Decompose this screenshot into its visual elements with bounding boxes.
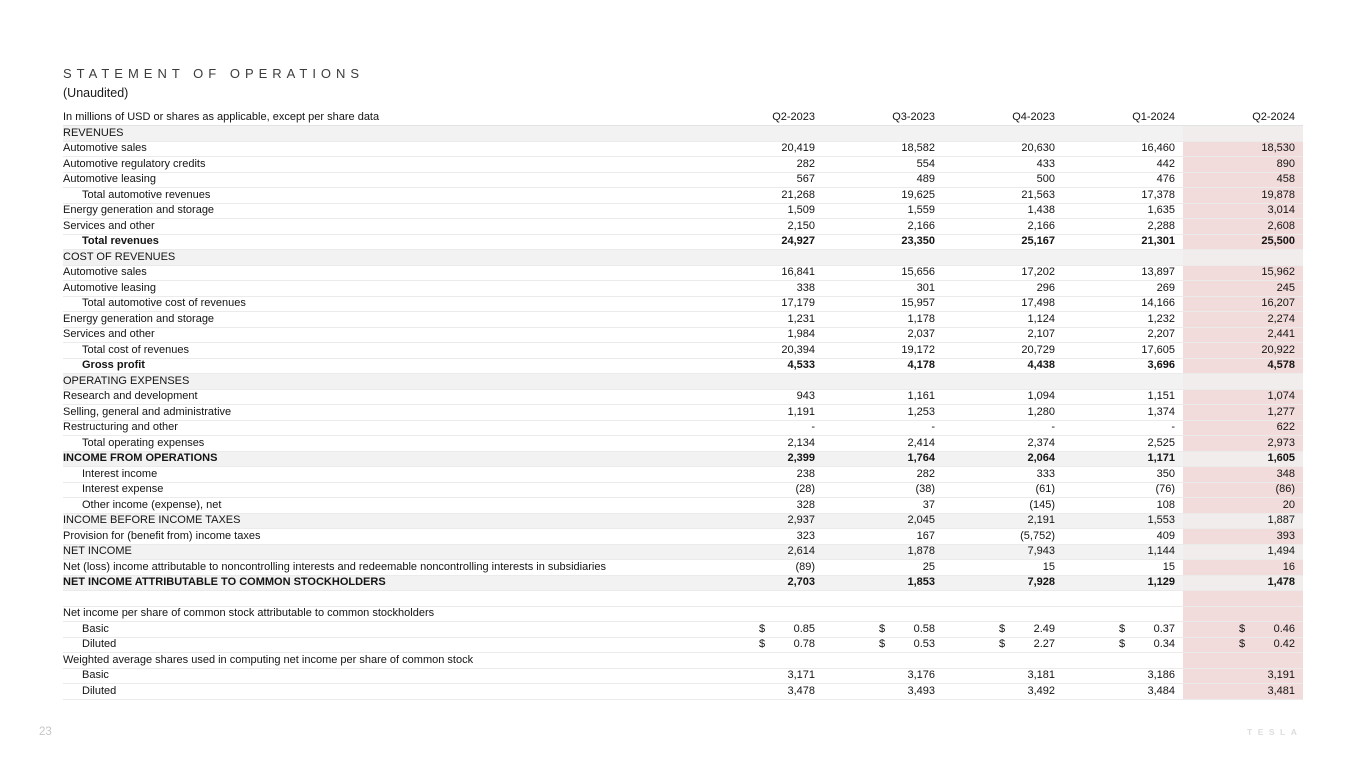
value-cell: -: [1051, 421, 1055, 434]
value-cell: $ 0.46: [1183, 622, 1303, 637]
value-cell: 500: [1036, 173, 1055, 186]
value-cell: 16,460: [1141, 142, 1175, 155]
table-row: [63, 576, 1303, 592]
value-cell: 17,202: [1021, 266, 1055, 279]
table-row: [63, 204, 1303, 220]
value-cell: (61): [1035, 483, 1055, 496]
value-cell: 20,419: [781, 142, 815, 155]
value-cell: 1,277: [1183, 405, 1303, 420]
value-cell: 1,438: [1027, 204, 1055, 217]
value-cell: 2,107: [1027, 328, 1055, 341]
value-cell: 1,151: [1147, 390, 1175, 403]
value-cell: 3,014: [1183, 204, 1303, 219]
row-label: Interest expense: [82, 483, 164, 496]
dollar-sign: $: [1239, 622, 1246, 635]
table-row: [63, 405, 1303, 421]
value-cell: [703, 126, 823, 141]
value-cell: (86): [1183, 483, 1303, 498]
table-row: [63, 343, 1303, 359]
row-label: REVENUES: [63, 126, 124, 139]
table-row: [63, 142, 1303, 158]
value-cell: 1,124: [1027, 312, 1055, 325]
value-cell: 554: [916, 157, 935, 170]
value-cell: [823, 653, 943, 668]
value-cell: 23,350: [901, 235, 935, 248]
page-subtitle: (Unaudited): [63, 86, 129, 100]
table-row: [63, 219, 1303, 235]
value-cell: 458: [1183, 173, 1303, 188]
value-cell: 269: [1156, 281, 1175, 294]
value-cell: 4,533: [787, 359, 815, 372]
row-label: Automotive leasing: [63, 281, 156, 294]
value-cell: [1183, 591, 1303, 606]
statement-table: [63, 110, 1303, 700]
value-cell: 2,973: [1183, 436, 1303, 451]
value-cell: 433: [1036, 157, 1055, 170]
value-cell: 37: [922, 498, 935, 511]
value-cell: [1183, 607, 1303, 622]
value-cell: 348: [1183, 467, 1303, 482]
value-cell: $ 0.42: [1183, 638, 1303, 653]
value-cell: 2,045: [907, 514, 935, 527]
dollar-sign: $: [879, 622, 886, 635]
row-label: Restructuring and other: [63, 421, 178, 434]
value-cell: 2,608: [1183, 219, 1303, 234]
value-cell: 1,605: [1183, 452, 1303, 467]
value-cell: (28): [795, 483, 815, 496]
value-cell: 1,984: [787, 328, 815, 341]
value-cell: 328: [796, 498, 815, 511]
page-title: STATEMENT OF OPERATIONS: [63, 66, 365, 81]
value-cell: 1,178: [907, 312, 935, 325]
value-cell: 21,563: [1021, 188, 1055, 201]
value-cell: -: [1171, 421, 1175, 434]
value-cell: 15,656: [901, 266, 935, 279]
row-label: INCOME FROM OPERATIONS: [63, 452, 218, 465]
value-cell: 15: [1162, 560, 1175, 573]
table-row: [63, 452, 1303, 468]
value-cell: [943, 653, 1063, 668]
table-row: [63, 173, 1303, 189]
value-cell: 1,478: [1183, 576, 1303, 591]
value-cell: 282: [796, 157, 815, 170]
dollar-sign: $: [1119, 638, 1126, 651]
value-cell: 15,962: [1183, 266, 1303, 281]
table-row: [63, 467, 1303, 483]
table-row: [63, 684, 1303, 700]
row-label: Total cost of revenues: [82, 343, 190, 356]
value-cell: [1183, 653, 1303, 668]
value-cell: 4,578: [1183, 359, 1303, 374]
value-cell: [823, 607, 943, 622]
value-cell: 1,280: [1027, 405, 1055, 418]
value-cell: 2,166: [1027, 219, 1055, 232]
value-cell: $ 0.78: [759, 638, 815, 651]
value-cell: 3,481: [1183, 684, 1303, 699]
value-cell: 2,274: [1183, 312, 1303, 327]
value-cell: 238: [796, 467, 815, 480]
value-cell: -: [931, 421, 935, 434]
row-label: Automotive leasing: [63, 173, 156, 186]
row-label: Automotive regulatory credits: [63, 157, 206, 170]
row-label: Basic: [82, 622, 109, 635]
value-cell: 7,943: [1027, 545, 1055, 558]
value-cell: 2,037: [907, 328, 935, 341]
value-cell: $ 2.27: [999, 638, 1055, 651]
value-cell: 2,441: [1183, 328, 1303, 343]
value-cell: 24,927: [781, 235, 815, 248]
value-cell: 1,494: [1183, 545, 1303, 560]
row-label: Diluted: [82, 638, 117, 651]
value-cell: 489: [916, 173, 935, 186]
row-label: OPERATING EXPENSES: [63, 374, 190, 387]
value-cell: -: [811, 421, 815, 434]
table-body: [63, 126, 1303, 700]
value-cell: [1183, 250, 1303, 265]
value-cell: 1,509: [787, 204, 815, 217]
value-cell: 3,492: [1027, 684, 1055, 697]
table-row: [63, 638, 1303, 654]
value-cell: 17,378: [1141, 188, 1175, 201]
value-cell: [943, 250, 1063, 265]
page-number: 23: [39, 726, 52, 738]
value-cell: 1,853: [907, 576, 935, 589]
value-cell: $ 2.49: [999, 622, 1055, 635]
dollar-sign: $: [759, 638, 766, 651]
value-cell: [703, 250, 823, 265]
row-label: Selling, general and administrative: [63, 405, 232, 418]
value-cell: 1,635: [1147, 204, 1175, 217]
value-cell: 167: [916, 529, 935, 542]
value-cell: 14,166: [1141, 297, 1175, 310]
table-row: [63, 250, 1303, 266]
value-cell: 3,484: [1147, 684, 1175, 697]
value-cell: 20: [1183, 498, 1303, 513]
value-cell: [943, 591, 1063, 606]
value-cell: 301: [916, 281, 935, 294]
tesla-logo: TESLA: [1247, 727, 1303, 737]
value-cell: 2,134: [787, 436, 815, 449]
value-cell: 1,553: [1147, 514, 1175, 527]
value-cell: 338: [796, 281, 815, 294]
value-cell: 3,171: [787, 669, 815, 682]
row-label: Total automotive cost of revenues: [82, 297, 246, 310]
row-label: Other income (expense), net: [82, 498, 222, 511]
value-cell: 19,172: [901, 343, 935, 356]
value-cell: 4,438: [1027, 359, 1055, 372]
value-cell: 2,166: [907, 219, 935, 232]
value-cell: (5,752): [1020, 529, 1055, 542]
row-label: Total revenues: [82, 235, 159, 248]
table-row: [63, 390, 1303, 406]
value-cell: 333: [1036, 467, 1055, 480]
table-row: [63, 312, 1303, 328]
value-cell: 1,191: [787, 405, 815, 418]
value-cell: 1,887: [1183, 514, 1303, 529]
dollar-sign: $: [1239, 638, 1246, 651]
value-cell: 16,207: [1183, 297, 1303, 312]
value-cell: 1,559: [907, 204, 935, 217]
value-cell: 1,129: [1147, 576, 1175, 589]
value-cell: 2,150: [787, 219, 815, 232]
unit-note: In millions of USD or shares as applicable, except per share data: [63, 111, 380, 123]
value-cell: [943, 126, 1063, 141]
table-row: [63, 545, 1303, 561]
value-cell: [823, 374, 943, 389]
value-cell: 296: [1036, 281, 1055, 294]
value-cell: [703, 607, 823, 622]
value-cell: 20,394: [781, 343, 815, 356]
table-row: [63, 157, 1303, 173]
value-cell: 17,179: [781, 297, 815, 310]
value-cell: 17,498: [1021, 297, 1055, 310]
value-cell: 1,161: [907, 390, 935, 403]
value-cell: 2,288: [1147, 219, 1175, 232]
value-cell: [823, 591, 943, 606]
dollar-sign: $: [759, 622, 766, 635]
value-cell: 19,625: [901, 188, 935, 201]
value-cell: 3,696: [1147, 359, 1175, 372]
table-row: [63, 622, 1303, 638]
value-cell: 2,064: [1027, 452, 1055, 465]
value-cell: 3,176: [907, 669, 935, 682]
value-cell: 108: [1156, 498, 1175, 511]
value-cell: 442: [1156, 157, 1175, 170]
column-header: Q4-2023: [1012, 111, 1055, 123]
row-label: Services and other: [63, 219, 155, 232]
column-header: Q3-2023: [892, 111, 935, 123]
row-label: Energy generation and storage: [63, 312, 215, 325]
value-cell: 2,207: [1147, 328, 1175, 341]
row-label: Automotive sales: [63, 142, 147, 155]
table-row: [63, 374, 1303, 390]
value-cell: 245: [1183, 281, 1303, 296]
table-row: [63, 529, 1303, 545]
table-row: [63, 281, 1303, 297]
row-label: Diluted: [82, 684, 117, 697]
dollar-sign: $: [1119, 622, 1126, 635]
value-cell: [1063, 591, 1183, 606]
row-label: Net income per share of common stock attributable to common stockholders: [63, 607, 435, 620]
value-cell: [943, 374, 1063, 389]
value-cell: (145): [1029, 498, 1055, 511]
value-cell: 18,530: [1183, 142, 1303, 157]
value-cell: 25,167: [1021, 235, 1055, 248]
row-label: NET INCOME ATTRIBUTABLE TO COMMON STOCKHOLDERS: [63, 576, 386, 589]
value-cell: 7,928: [1027, 576, 1055, 589]
value-cell: (38): [915, 483, 935, 496]
value-cell: 567: [796, 173, 815, 186]
table-row: [63, 266, 1303, 282]
value-cell: 1,878: [907, 545, 935, 558]
value-cell: $ 0.34: [1119, 638, 1175, 651]
value-cell: 1,231: [787, 312, 815, 325]
value-cell: [1063, 126, 1183, 141]
table-row: [63, 514, 1303, 530]
table-header-row: [63, 110, 1303, 126]
row-label: Energy generation and storage: [63, 204, 215, 217]
row-label: Basic: [82, 669, 109, 682]
value-cell: 3,478: [787, 684, 815, 697]
value-cell: 25: [922, 560, 935, 573]
value-cell: [1183, 374, 1303, 389]
value-cell: 1,764: [907, 452, 935, 465]
value-cell: 2,399: [787, 452, 815, 465]
value-cell: $ 0.53: [879, 638, 935, 651]
row-label: Provision for (benefit from) income taxes: [63, 529, 261, 542]
value-cell: [1063, 250, 1183, 265]
row-label: Automotive sales: [63, 266, 147, 279]
value-cell: 20,922: [1183, 343, 1303, 358]
row-label: Net (loss) income attributable to noncontrolling interests and redeemable noncontrolling interests in subsidiaries: [63, 560, 606, 573]
row-label: Total operating expenses: [82, 436, 205, 449]
row-label: Research and development: [63, 390, 198, 403]
table-row: [63, 359, 1303, 375]
column-header: Q2-2023: [772, 111, 815, 123]
value-cell: 1,232: [1147, 312, 1175, 325]
value-cell: 890: [1183, 157, 1303, 172]
value-cell: 1,171: [1147, 452, 1175, 465]
row-label: Gross profit: [82, 359, 145, 372]
value-cell: $ 0.85: [759, 622, 815, 635]
value-cell: (76): [1155, 483, 1175, 496]
value-cell: 3,493: [907, 684, 935, 697]
row-label: NET INCOME: [63, 545, 132, 558]
table-row: [63, 498, 1303, 514]
column-header: Q1-2024: [1132, 111, 1175, 123]
value-cell: [703, 653, 823, 668]
value-cell: 21,301: [1141, 235, 1175, 248]
value-cell: [823, 126, 943, 141]
table-row: [63, 436, 1303, 452]
value-cell: 393: [1183, 529, 1303, 544]
table-row: [63, 560, 1303, 576]
value-cell: 20,630: [1021, 142, 1055, 155]
row-label: Services and other: [63, 328, 155, 341]
value-cell: [823, 250, 943, 265]
dollar-sign: $: [999, 622, 1006, 635]
value-cell: 2,414: [907, 436, 935, 449]
spacer-row: [63, 591, 1303, 607]
value-cell: 18,582: [901, 142, 935, 155]
value-cell: 2,374: [1027, 436, 1055, 449]
value-cell: 16,841: [781, 266, 815, 279]
value-cell: 3,186: [1147, 669, 1175, 682]
value-cell: [943, 607, 1063, 622]
table-row: [63, 328, 1303, 344]
value-cell: 1,253: [907, 405, 935, 418]
value-cell: 1,144: [1147, 545, 1175, 558]
value-cell: $ 0.58: [879, 622, 935, 635]
value-cell: 2,191: [1027, 514, 1055, 527]
row-label: Weighted average shares used in computing net income per share of common stock: [63, 653, 474, 666]
value-cell: 1,374: [1147, 405, 1175, 418]
table-row: [63, 607, 1303, 623]
value-cell: 19,878: [1183, 188, 1303, 203]
dollar-sign: $: [879, 638, 886, 651]
table-row: [63, 235, 1303, 251]
value-cell: 282: [916, 467, 935, 480]
value-cell: 17,605: [1141, 343, 1175, 356]
value-cell: 2,614: [787, 545, 815, 558]
table-row: [63, 653, 1303, 669]
value-cell: 3,191: [1183, 669, 1303, 684]
table-row: [63, 297, 1303, 313]
value-cell: 15,957: [901, 297, 935, 310]
row-label: Total automotive revenues: [82, 188, 211, 201]
value-cell: 1,074: [1183, 390, 1303, 405]
column-header: Q2-2024: [1252, 111, 1295, 123]
row-label: INCOME BEFORE INCOME TAXES: [63, 514, 241, 527]
value-cell: [1063, 653, 1183, 668]
value-cell: [1063, 607, 1183, 622]
value-cell: 2,937: [787, 514, 815, 527]
value-cell: 323: [796, 529, 815, 542]
dollar-sign: $: [999, 638, 1006, 651]
row-label: COST OF REVENUES: [63, 250, 176, 263]
value-cell: 16: [1183, 560, 1303, 575]
value-cell: 1,094: [1027, 390, 1055, 403]
value-cell: 3,181: [1027, 669, 1055, 682]
value-cell: 350: [1156, 467, 1175, 480]
value-cell: [703, 374, 823, 389]
value-cell: 13,897: [1141, 266, 1175, 279]
value-cell: 4,178: [907, 359, 935, 372]
table-row: [63, 188, 1303, 204]
value-cell: (89): [795, 560, 815, 573]
table-row: [63, 126, 1303, 142]
table-row: [63, 669, 1303, 685]
value-cell: [703, 591, 823, 606]
value-cell: 409: [1156, 529, 1175, 542]
value-cell: 15: [1042, 560, 1055, 573]
value-cell: 2,703: [787, 576, 815, 589]
value-cell: 476: [1156, 173, 1175, 186]
value-cell: 21,268: [781, 188, 815, 201]
table-row: [63, 421, 1303, 437]
value-cell: [1063, 374, 1183, 389]
value-cell: 943: [796, 390, 815, 403]
row-label: Interest income: [82, 467, 158, 480]
value-cell: $ 0.37: [1119, 622, 1175, 635]
value-cell: 2,525: [1147, 436, 1175, 449]
value-cell: 622: [1183, 421, 1303, 436]
value-cell: 25,500: [1183, 235, 1303, 250]
value-cell: [1183, 126, 1303, 141]
table-row: [63, 483, 1303, 499]
value-cell: 20,729: [1021, 343, 1055, 356]
